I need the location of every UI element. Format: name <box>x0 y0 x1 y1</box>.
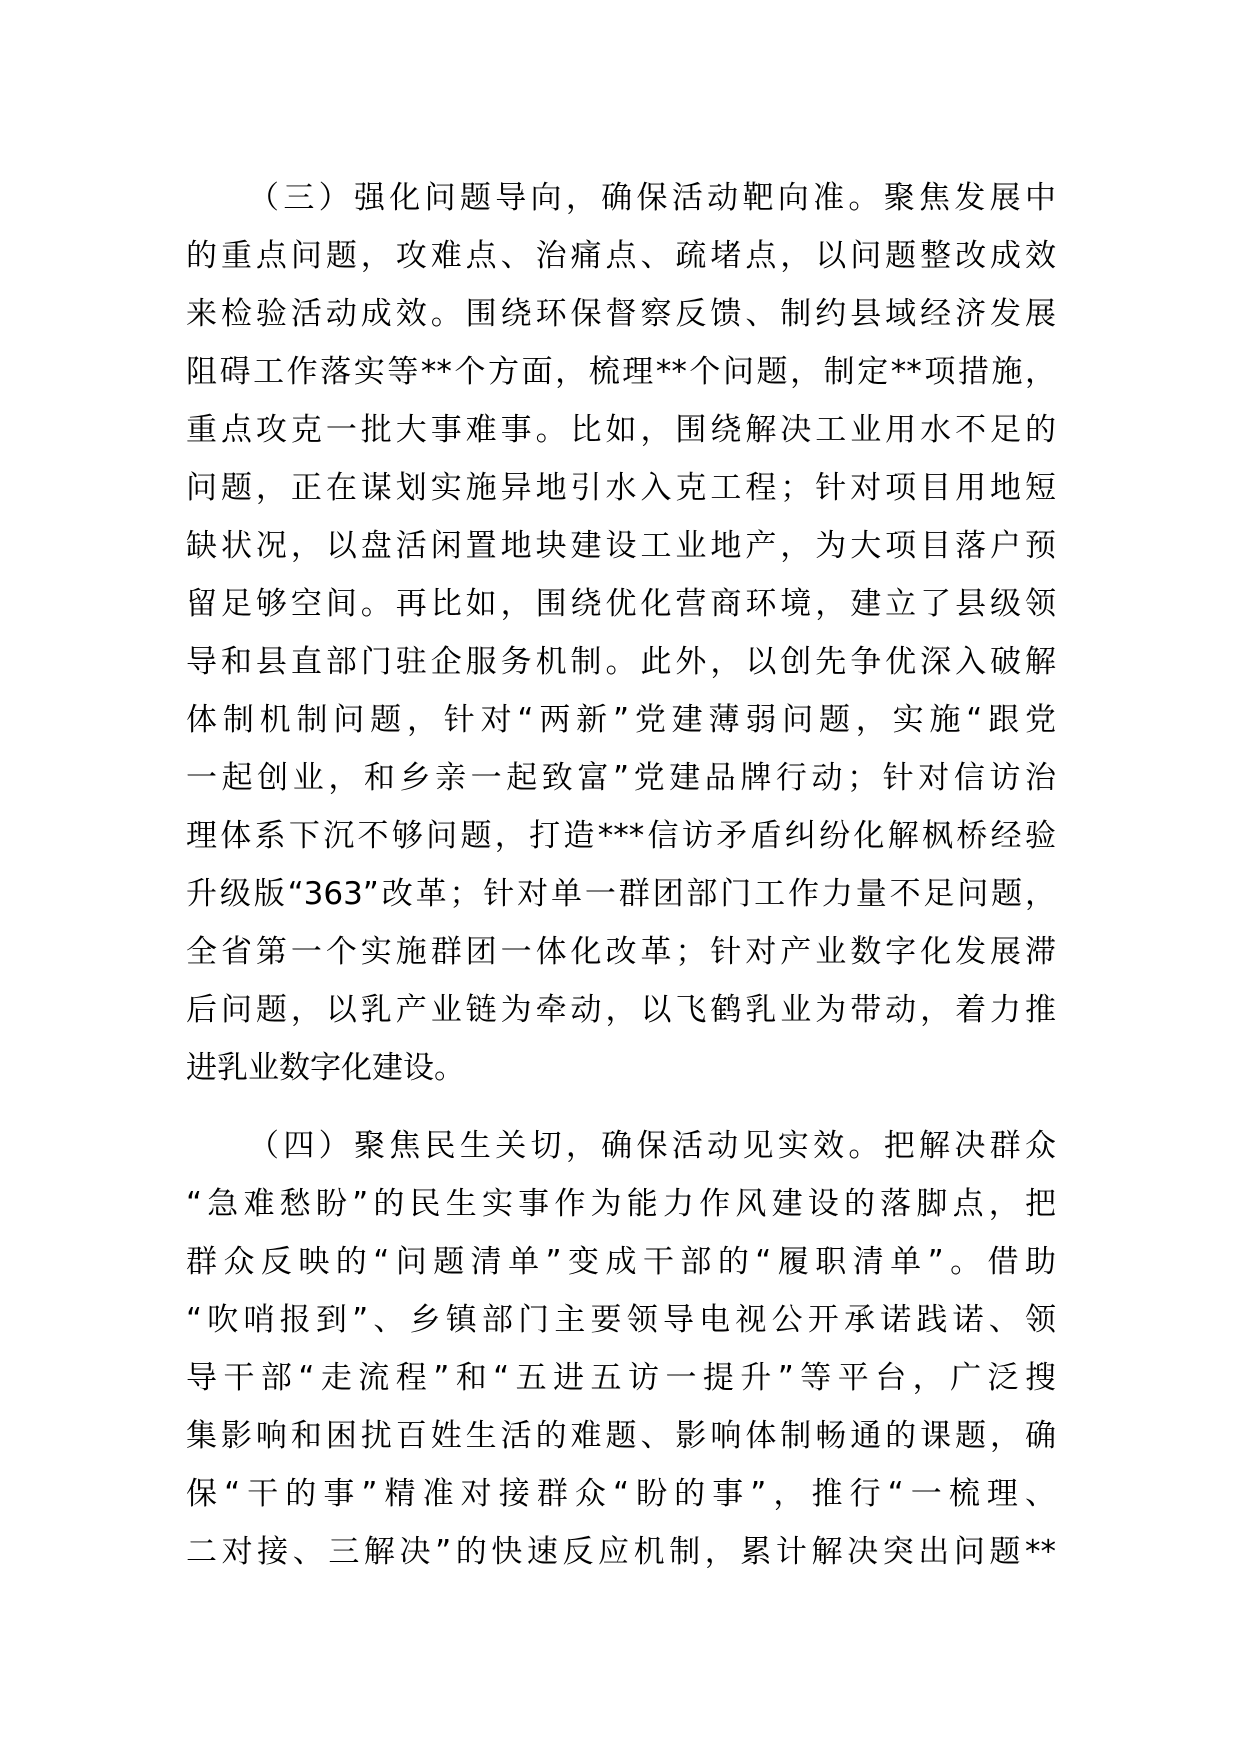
paragraph-line: 全省第一个实施群团一体化改革；针对产业数字化发展滞 <box>186 934 1056 970</box>
paragraph-line: 阻碍工作落实等**个方面，梳理**个问题，制定**项措施， <box>186 354 1056 390</box>
paragraph-line: 群众反映的“问题清单”变成干部的“履职清单”。借助 <box>186 1244 1056 1280</box>
paragraph-line: 的重点问题，攻难点、治痛点、疏堵点，以问题整改成效 <box>186 238 1056 274</box>
paragraph-line: 来检验活动成效。围绕环保督察反馈、制约县域经济发展 <box>186 296 1056 332</box>
paragraph-line: 保“干的事”精准对接群众“盼的事”，推行“一梳理、 <box>186 1476 1056 1512</box>
paragraph-line: （四）聚焦民生关切，确保活动见实效。把解决群众 <box>248 1128 1056 1164</box>
paragraph-section-4 <box>186 1117 1056 1581</box>
paragraph-line: “吹哨报到”、乡镇部门主要领导电视公开承诺践诺、领 <box>186 1302 1056 1338</box>
paragraph-line: 留足够空间。再比如，围绕优化营商环境，建立了县级领 <box>186 586 1056 622</box>
paragraph-line: “急难愁盼”的民生实事作为能力作风建设的落脚点，把 <box>186 1186 1056 1222</box>
paragraph-line: 缺状况，以盘活闲置地块建设工业地产，为大项目落户预 <box>186 528 1056 564</box>
paragraph-line: 导和县直部门驻企服务机制。此外，以创先争优深入破解 <box>186 644 1056 680</box>
paragraph-line: 进乳业数字化建设。 <box>186 1050 465 1086</box>
paragraph-line: 问题，正在谋划实施异地引水入克工程；针对项目用地短 <box>186 470 1056 506</box>
paragraph-line: 理体系下沉不够问题，打造***信访矛盾纠纷化解枫桥经验 <box>186 818 1056 854</box>
paragraph-line: 二对接、三解决”的快速反应机制，累计解决突出问题** <box>186 1534 1056 1570</box>
paragraph-line: 重点攻克一批大事难事。比如，围绕解决工业用水不足的 <box>186 412 1056 448</box>
paragraph-line: 集影响和困扰百姓生活的难题、影响体制畅通的课题，确 <box>186 1418 1056 1454</box>
paragraph-line: 导干部“走流程”和“五进五访一提升”等平台，广泛搜 <box>186 1360 1056 1396</box>
paragraph-line: 后问题，以乳产业链为牵动，以飞鹤乳业为带动，着力推 <box>186 992 1056 1028</box>
paragraph-line: 一起创业，和乡亲一起致富”党建品牌行动；针对信访治 <box>186 760 1056 796</box>
paragraph-line: （三）强化问题导向，确保活动靶向准。聚焦发展中 <box>248 180 1056 216</box>
paragraph-line: 体制机制问题，针对“两新”党建薄弱问题，实施“跟党 <box>186 702 1056 738</box>
paragraph-line: 升级版“363”改革；针对单一群团部门工作力量不足问题， <box>186 876 1056 912</box>
paragraph-section-3 <box>186 169 1056 1097</box>
